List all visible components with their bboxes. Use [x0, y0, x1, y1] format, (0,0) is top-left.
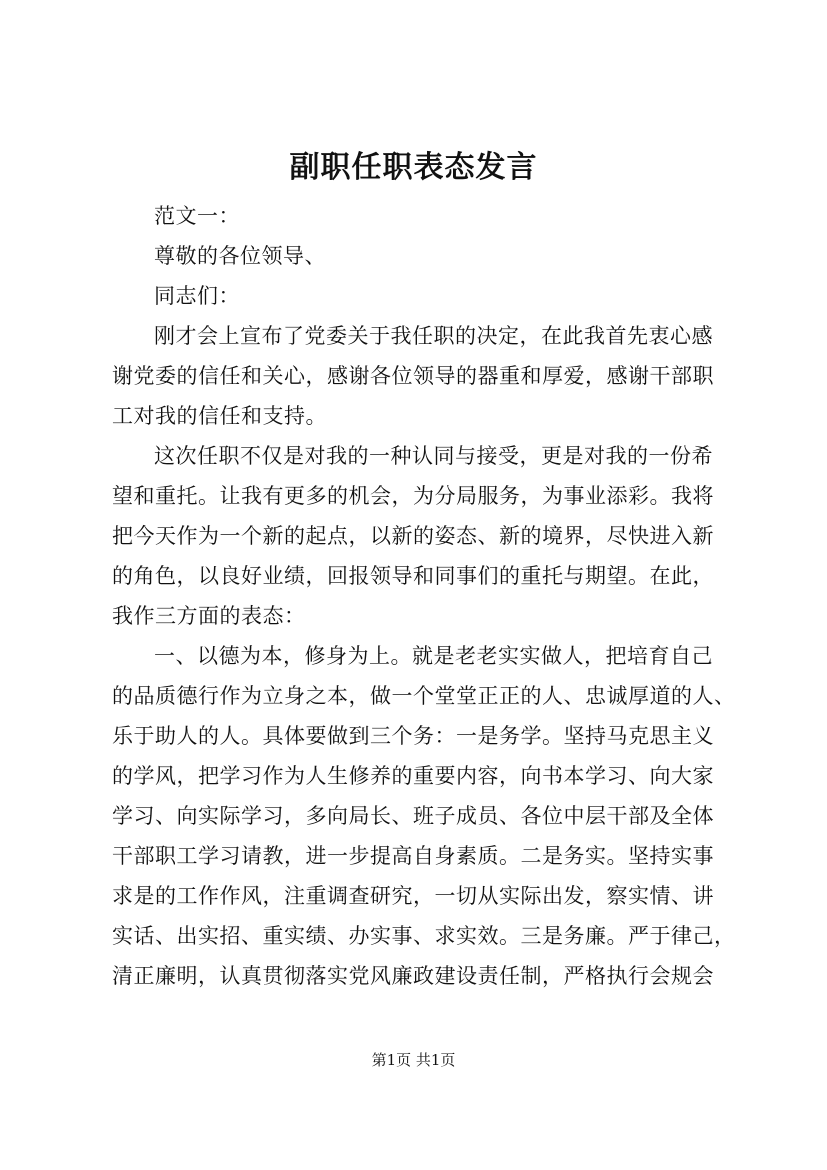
text-line: 尊敬的各位领导、 [154, 244, 326, 268]
text-line: 的学风，把学习作为人生修养的重要内容，向书本学习、向大家 [112, 764, 714, 788]
text-line: 刚才会上宣布了党委关于我任职的决定，在此我首先衷心感 [154, 324, 713, 348]
text-line: 求是的工作作风，注重调查研究，一切从实际出发，察实情、讲 [112, 884, 714, 908]
text-line: 把今天作为一个新的起点，以新的姿态、新的境界，尽快进入新 [112, 524, 714, 548]
text-line: 一、以德为本，修身为上。就是老老实实做人，把培育自己 [154, 644, 713, 668]
text-line: 范文一： [154, 204, 240, 228]
text-line: 工对我的信任和支持。 [112, 404, 327, 428]
text-line: 的角色，以良好业绩，回报领导和同事们的重托与期望。在此， [112, 564, 714, 588]
text-line: 清正廉明，认真贯彻落实党风廉政建设责任制，严格执行会规会 [112, 964, 714, 988]
text-line: 干部职工学习请教，进一步提高自身素质。二是务实。坚持实事 [112, 844, 714, 868]
text-line: 实话、出实招、重实绩、办实事、求实效。三是务廉。严于律己， [112, 924, 736, 948]
text-line: 我作三方面的表态： [112, 604, 306, 628]
text-line: 谢党委的信任和关心，感谢各位领导的器重和厚爱，感谢干部职 [112, 364, 714, 388]
document-title: 副职任职表态发言 [289, 150, 538, 185]
text-line: 的品质德行作为立身之本，做一个堂堂正正的人、忠诚厚道的人、 [112, 684, 736, 708]
text-line: 学习、向实际学习，多向局长、班子成员、各位中层干部及全体 [112, 804, 714, 828]
page-number-footer: 第1页 共1页 [371, 1051, 456, 1069]
document-body [112, 196, 738, 996]
text-line: 同志们： [154, 284, 240, 308]
text-line: 乐于助人的人。具体要做到三个务：一是务学。坚持马克思主义 [112, 724, 714, 748]
text-line: 这次任职不仅是对我的一种认同与接受，更是对我的一份希 [154, 444, 713, 468]
text-line: 望和重托。让我有更多的机会，为分局服务，为事业添彩。我将 [112, 484, 714, 508]
